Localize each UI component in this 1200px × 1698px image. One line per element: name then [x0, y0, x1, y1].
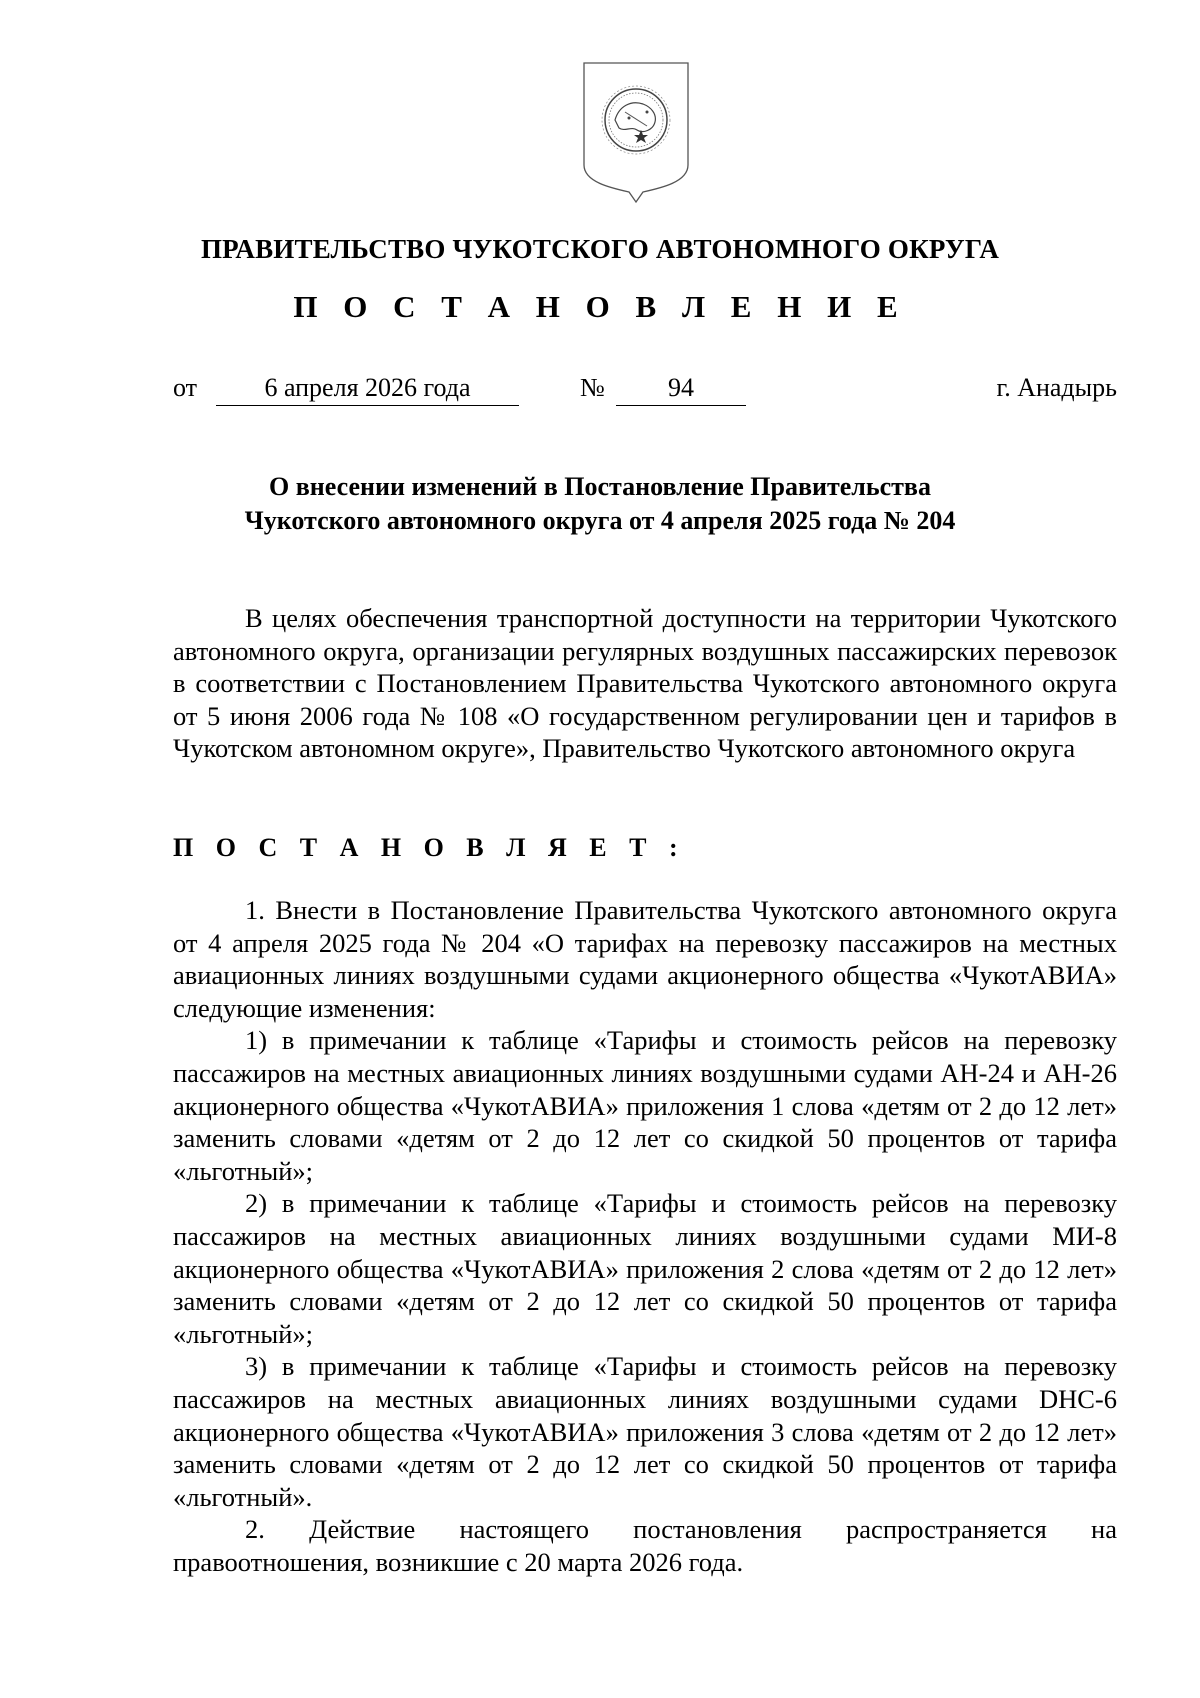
document-city: г. Анадырь [996, 373, 1117, 402]
preamble-block [173, 602, 1117, 765]
chukotka-coat-of-arms-icon [581, 60, 691, 210]
subitem-1: 1) в примечании к таблице «Тарифы и стоимость рейсов на перевозку пассажиров на местных авиационных линиях воздушными судами АН-24 и АН-26 акционерного общества «ЧукотАВИА» приложения 1 слова «детям от 2 до 12 лет» заменить словами «детям от 2 до 12 лет со скидкой 50 процентов от тарифа «льготный»; [173, 1025, 1117, 1186]
document-number: 94 [616, 373, 746, 406]
government-title: ПРАВИТЕЛЬСТВО ЧУКОТСКОГО АВТОНОМНОГО ОКРУГА [200, 234, 1000, 264]
subitem-3: 3) в примечании к таблице «Тарифы и стоимость рейсов на перевозку пассажиров на местных авиационных линиях воздушными судами DHC-6 акционерного общества «ЧукотАВИА» приложения 3 слова «детям от 2 до 12 лет» заменить словами «детям от 2 до 12 лет со скидкой 50 процентов от тарифа «льготный». [173, 1351, 1117, 1512]
document-type: П О С Т А Н О В Л Е Н И Е [293, 289, 907, 324]
item-1: 1. Внести в Постановление Правительства Чукотского автономного округа от 4 апреля 2025 года № 204 «О тарифах на перевозку пассажиров на местных авиационных линиях воздушными судами акционерного общества «ЧукотАВИА» следующие изменения: [173, 895, 1117, 1023]
subject-line-2: Чукотского автономного округа от 4 апреля 2025 года № 204 [244, 506, 956, 535]
resolves-heading: П О С Т А Н О В Л Я Е Т : [173, 833, 686, 862]
number-label: № [580, 373, 605, 402]
date-label: от [173, 373, 198, 402]
resolution-items [173, 894, 1117, 1578]
subject-line-1: О внесении изменений в Постановление Правительства [269, 472, 931, 501]
subitem-2: 2) в примечании к таблице «Тарифы и стоимость рейсов на перевозку пассажиров на местных авиационных линиях воздушными судами МИ-8 акционерного общества «ЧукотАВИА» приложения 2 слова «детям от 2 до 12 лет» заменить словами «детям от 2 до 12 лет со скидкой 50 процентов от тарифа «льготный»; [173, 1188, 1117, 1349]
document-date: 6 апреля 2026 года [216, 373, 519, 406]
document-subject [0, 470, 1200, 538]
item-2: 2. Действие настоящего постановления распространяется на правоотношения, возникшие с 20 марта 2026 года. [173, 1514, 1117, 1577]
document-meta-row [173, 373, 1117, 413]
preamble-paragraph: В целях обеспечения транспортной доступности на территории Чукотского автономного округа, организации регулярных воздушных пассажирских перевозок в соответствии с Постановлением Правительства Чукотского автономного округа от 5 июня 2006 года № 108 «О государственном регулировании цен и тарифов в Чукотском автономном округе», Правительство Чукотского автономного округа [173, 603, 1117, 764]
